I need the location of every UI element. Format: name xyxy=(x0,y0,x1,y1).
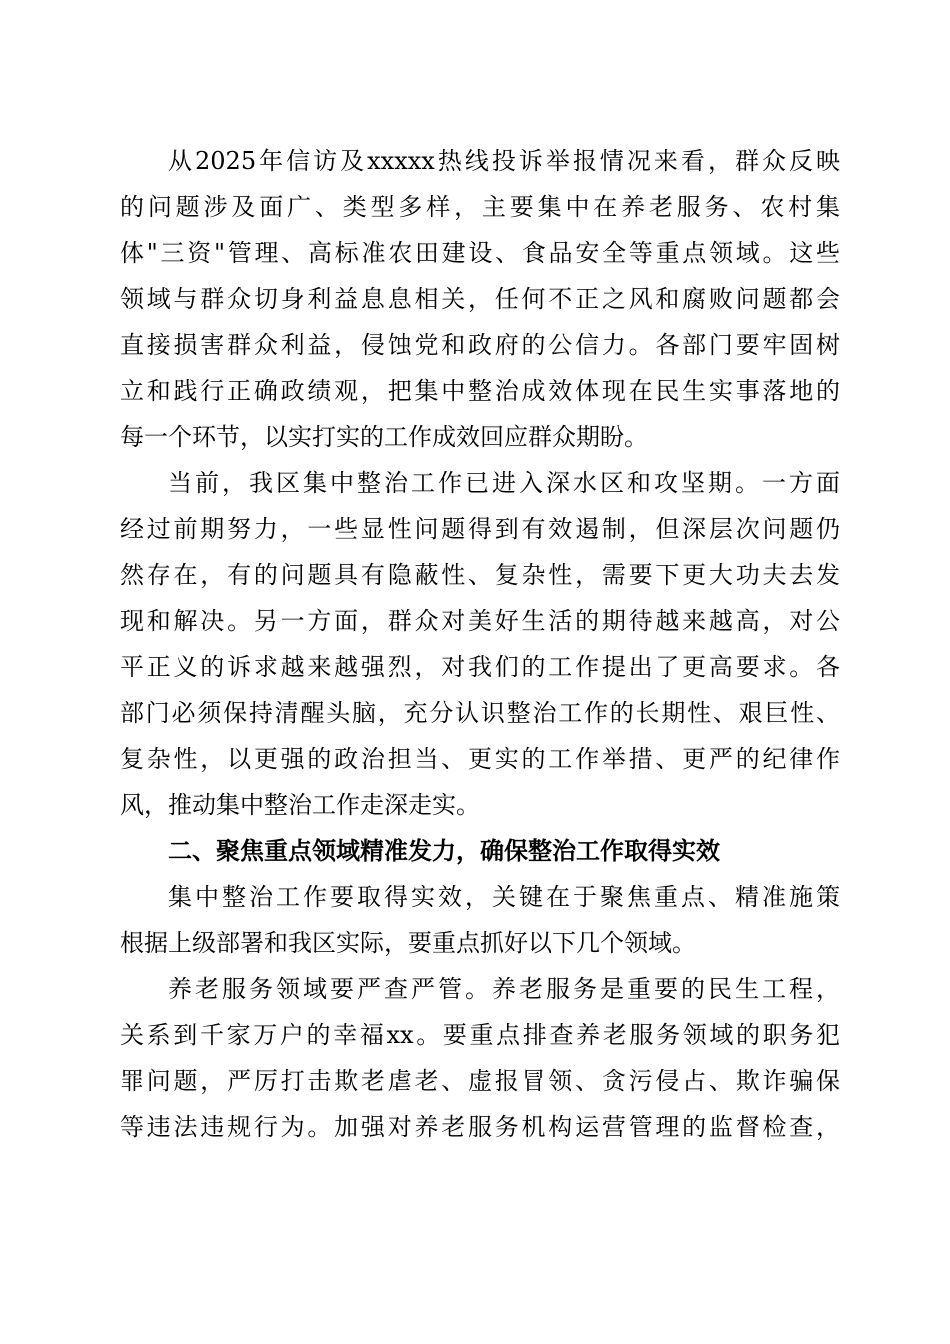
paragraph-line: 当前，我区集中整治工作已进入深水区和攻坚期。一方面 xyxy=(168,469,840,497)
paragraph-line: 关系到千家万户的幸福xx。要重点排查养老服务领域的职务犯 xyxy=(120,1021,840,1049)
paragraph-line: 集中整治工作要取得实效，关键在于聚焦重点、精准施策 xyxy=(168,883,840,911)
paragraph-line: 部门必须保持清醒头脑，充分认识整治工作的长期性、艰巨性、 xyxy=(120,699,840,727)
paragraph-line: 复杂性，以更强的政治担当、更实的工作举措、更严的纪律作 xyxy=(120,745,840,773)
paragraph-line: 罪问题，严厉打击欺老虐老、虚报冒领、贪污侵占、欺诈骗保 xyxy=(120,1067,840,1095)
paragraph-line: 养老服务领域要严查严管。养老服务是重要的民生工程， xyxy=(168,975,840,1003)
paragraph-line: 平正义的诉求越来越强烈，对我们的工作提出了更高要求。各 xyxy=(120,653,840,681)
paragraph-line: 从2025年信访及xxxxx热线投诉举报情况来看，群众反映 xyxy=(168,147,840,175)
paragraph-line: 经过前期努力，一些显性问题得到有效遏制，但深层次问题仍 xyxy=(120,515,840,543)
paragraph-line: 直接损害群众利益，侵蚀党和政府的公信力。各部门要牢固树 xyxy=(120,331,840,359)
paragraph-line: 根据上级部署和我区实际，要重点抓好以下几个领域。 xyxy=(120,929,696,957)
section-heading: 二、聚焦重点领域精准发力，确保整治工作取得实效 xyxy=(168,837,720,865)
paragraph-line: 等违法违规行为。加强对养老服务机构运营管理的监督检查， xyxy=(120,1113,840,1141)
paragraph-line: 然存在，有的问题具有隐蔽性、复杂性，需要下更大功夫去发 xyxy=(120,561,840,589)
paragraph-line: 现和解决。另一方面，群众对美好生活的期待越来越高，对公 xyxy=(120,607,840,635)
paragraph-line: 领域与群众切身利益息息相关，任何不正之风和腐败问题都会 xyxy=(120,285,840,313)
paragraph-line: 每一个环节，以实打实的工作成效回应群众期盼。 xyxy=(120,423,648,451)
paragraph-line: 的问题涉及面广、类型多样，主要集中在养老服务、农村集 xyxy=(120,193,840,221)
paragraph-line: 风，推动集中整治工作走深走实。 xyxy=(120,791,480,819)
paragraph-line: 体"三资"管理、高标准农田建设、食品安全等重点领域。这些 xyxy=(120,239,840,267)
paragraph-line: 立和践行正确政绩观，把集中整治成效体现在民生实事落地的 xyxy=(120,377,840,405)
